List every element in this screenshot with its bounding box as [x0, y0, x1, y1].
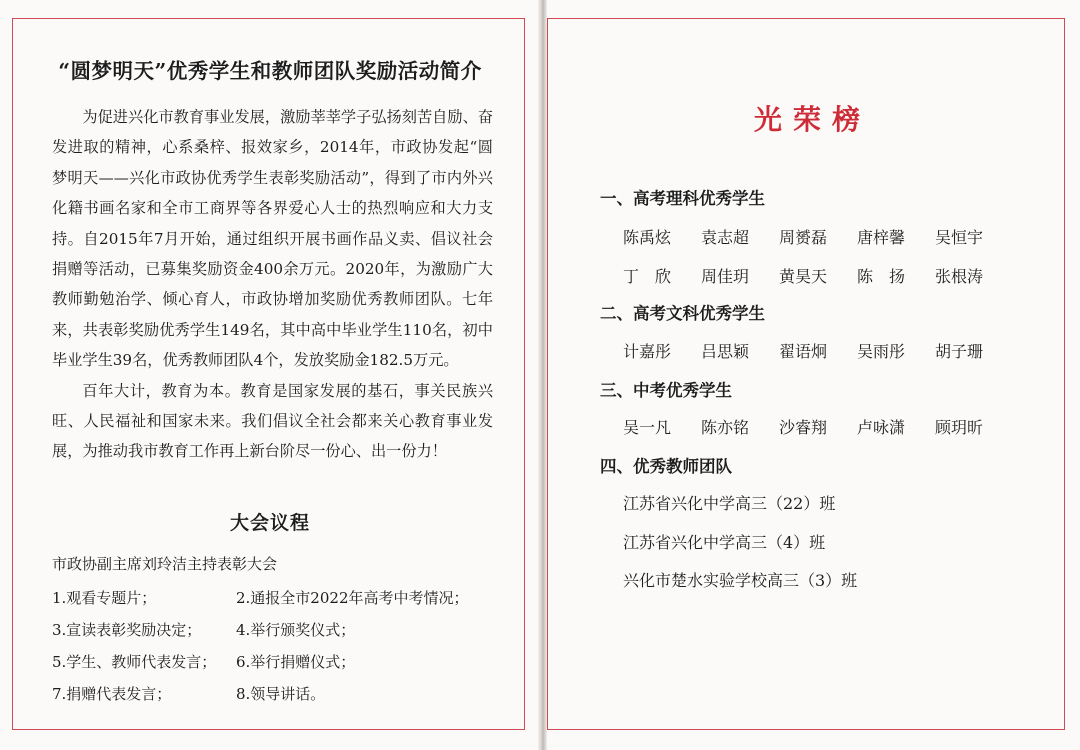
- intro-body: [52, 102, 493, 467]
- student-name: 吴一凡: [623, 418, 672, 437]
- student-name: 顾玥昕: [935, 418, 984, 437]
- agenda-title: 大会议程: [229, 512, 310, 534]
- agenda-item: 4.举行颁奖仪式；: [236, 621, 356, 639]
- student-name: 沙睿翔: [779, 418, 828, 437]
- honor-title: 光荣榜: [753, 103, 871, 136]
- agenda-item: 6.举行捐赠仪式；: [236, 653, 356, 671]
- student-name: 吴雨彤: [857, 342, 906, 361]
- agenda-item: 5.学生、教师代表发言；: [52, 653, 217, 671]
- section-title-arts: 二、高考文科优秀学生: [600, 304, 765, 323]
- student-name: 卢咏潇: [857, 418, 906, 437]
- student-name: 计嘉彤: [623, 342, 672, 361]
- student-name: 唐梓馨: [857, 228, 906, 247]
- student-name: 丁 欣: [623, 267, 672, 286]
- student-name: 吕思颖: [701, 342, 750, 361]
- teacher-team: 江苏省兴化中学高三（22）班: [623, 494, 836, 513]
- name-row: [623, 415, 1013, 438]
- section-title-science: 一、高考理科优秀学生: [600, 189, 765, 208]
- agenda-item: 1.观看专题片；: [52, 589, 157, 607]
- teacher-team: 兴化市楚水实验学校高三（3）班: [623, 571, 858, 590]
- intro-title: “圆梦明天”优秀学生和教师团队奖励活动简介: [58, 59, 482, 83]
- agenda-item: 2.通报全市2022年高考中考情况；: [236, 589, 469, 607]
- student-name: 胡子珊: [935, 342, 984, 361]
- section-title-zhongkao: 三、中考优秀学生: [600, 381, 732, 400]
- agenda-host: 市政协副主席刘玲洁主持表彰大会: [52, 555, 278, 573]
- section-title-teachers: 四、优秀教师团队: [600, 457, 732, 476]
- student-name: 周佳玥: [701, 267, 750, 286]
- student-name: 张根涛: [935, 267, 984, 286]
- name-row: [623, 225, 1013, 248]
- agenda-item: 7.捐赠代表发言；: [52, 685, 172, 703]
- student-name: 黄昊天: [779, 267, 828, 286]
- student-name: 周赟磊: [779, 228, 828, 247]
- teacher-team: 江苏省兴化中学高三（4）班: [623, 533, 826, 552]
- student-name: 陈亦铭: [701, 418, 750, 437]
- agenda-item: 8.领导讲话。: [236, 685, 326, 703]
- name-row: [623, 339, 1013, 362]
- intro-paragraph-2: 百年大计，教育为本。教育是国家发展的基石，事关民族兴旺、人民福祉和国家未来。我们倡议全社会都来关心教育事业发展，为推动我市教育工作再上新台阶尽一份心、出一份力！: [52, 381, 493, 461]
- student-name: 袁志超: [701, 228, 750, 247]
- student-name: 陈 扬: [857, 267, 906, 286]
- agenda-item: 3.宣读表彰奖励决定；: [52, 621, 202, 639]
- student-name: 翟语炯: [779, 342, 828, 361]
- intro-paragraph-1: 为促进兴化市教育事业发展，激励莘莘学子弘扬刻苦自励、奋发进取的精神，心系桑梓、报效家乡，2014年，市政协发起“圆梦明天——兴化市政协优秀学生表彰奖励活动”，得到了市内外兴化籍书画名家和全市工商界等各界爱心人士的热烈响应和大力支持。自2015年7月开始，通过组织开展书画作品义卖、倡议社会捐赠等活动，已募集奖励资金400余万元。2020年，为激励广大教师勤勉治学、倾心育人，市政协增加奖励优秀教师团队。七年来，共表彰奖励优秀学生149名，其中高中毕业学生110名，初中毕业学生39名，优秀教师团队4个，发放奖励金182.5万元。: [52, 108, 493, 370]
- student-name: 陈禹炫: [623, 228, 672, 247]
- student-name: 吴恒宇: [935, 228, 984, 247]
- name-row: [623, 264, 1013, 287]
- agenda-list: [52, 584, 502, 708]
